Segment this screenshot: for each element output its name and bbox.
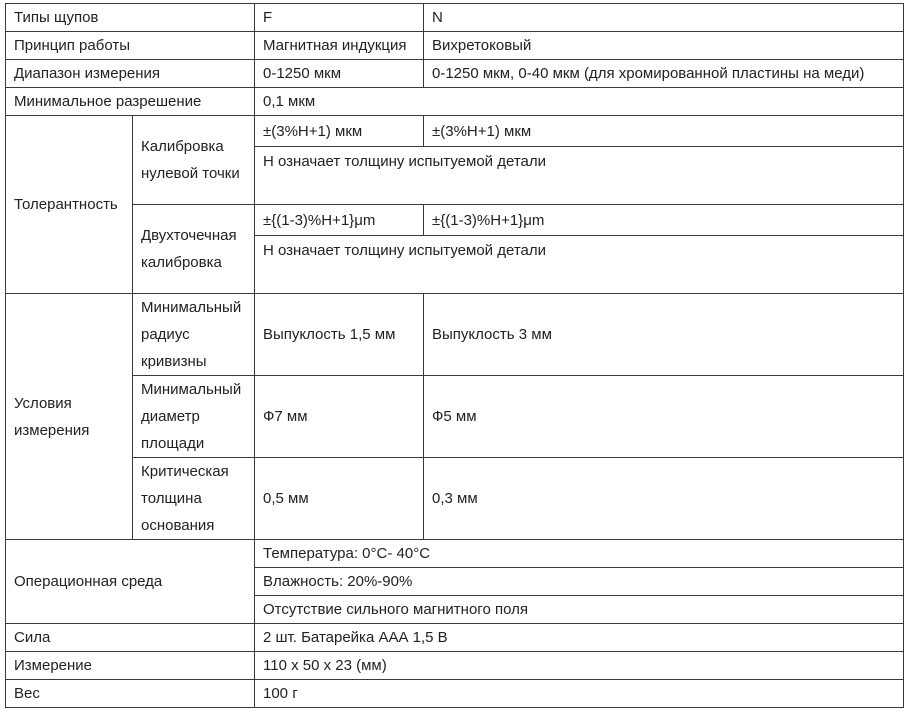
range-f: 0-1250 мкм bbox=[255, 60, 424, 88]
min-radius-label: Минимальный радиус кривизны bbox=[133, 294, 255, 376]
zero-calibration-label: Калибровка нулевой точки bbox=[133, 116, 255, 205]
specifications-table bbox=[5, 3, 904, 708]
min-radius-f: Выпуклость 1,5 мм bbox=[255, 294, 424, 376]
table-row bbox=[6, 205, 904, 236]
principle-label: Принцип работы bbox=[6, 32, 255, 60]
environment-humidity: Влажность: 20%-90% bbox=[255, 568, 904, 596]
range-label: Диапазон измерения bbox=[6, 60, 255, 88]
two-point-calibration-n: ±{(1-3)%H+1}μm bbox=[424, 205, 904, 236]
table-row bbox=[6, 376, 904, 458]
table-row bbox=[6, 116, 904, 147]
min-diameter-n: Ф5 мм bbox=[424, 376, 904, 458]
table-row bbox=[6, 680, 904, 708]
min-diameter-f: Ф7 мм bbox=[255, 376, 424, 458]
probe-type-f: F bbox=[255, 4, 424, 32]
dimensions-value: 110 х 50 х 23 (мм) bbox=[255, 652, 904, 680]
dimensions-label: Измерение bbox=[6, 652, 255, 680]
power-label: Сила bbox=[6, 624, 255, 652]
probe-type-n: N bbox=[424, 4, 904, 32]
zero-calibration-n: ±(3%H+1) мкм bbox=[424, 116, 904, 147]
min-diameter-label: Минимальный диаметр площади bbox=[133, 376, 255, 458]
power-value: 2 шт. Батарейка ААА 1,5 В bbox=[255, 624, 904, 652]
zero-calibration-f: ±(3%H+1) мкм bbox=[255, 116, 424, 147]
environment-magnetic: Отсутствие сильного магнитного поля bbox=[255, 596, 904, 624]
weight-value: 100 г bbox=[255, 680, 904, 708]
table-row bbox=[6, 540, 904, 568]
critical-thickness-label: Критическая толщина основания bbox=[133, 458, 255, 540]
table-row bbox=[6, 4, 904, 32]
two-point-calibration-label: Двухточечная калибровка bbox=[133, 205, 255, 294]
range-n: 0-1250 мкм, 0-40 мкм (для хромированной пластины на меди) bbox=[424, 60, 904, 88]
zero-calibration-note: Н означает толщину испытуемой детали bbox=[255, 147, 904, 205]
min-radius-n: Выпуклость 3 мм bbox=[424, 294, 904, 376]
table-row bbox=[6, 60, 904, 88]
critical-thickness-n: 0,3 мм bbox=[424, 458, 904, 540]
table-row bbox=[6, 32, 904, 60]
weight-label: Вес bbox=[6, 680, 255, 708]
table-row bbox=[6, 624, 904, 652]
two-point-calibration-note: Н означает толщину испытуемой детали bbox=[255, 236, 904, 294]
critical-thickness-f: 0,5 мм bbox=[255, 458, 424, 540]
table-row bbox=[6, 294, 904, 376]
probe-types-label: Типы щупов bbox=[6, 4, 255, 32]
table-row bbox=[6, 458, 904, 540]
two-point-calibration-f: ±{(1-3)%H+1}μm bbox=[255, 205, 424, 236]
resolution-label: Минимальное разрешение bbox=[6, 88, 255, 116]
table-row bbox=[6, 652, 904, 680]
environment-label: Операционная среда bbox=[6, 540, 255, 624]
tolerance-label: Толерантность bbox=[6, 116, 133, 294]
principle-n: Вихретоковый bbox=[424, 32, 904, 60]
table-row bbox=[6, 88, 904, 116]
principle-f: Магнитная индукция bbox=[255, 32, 424, 60]
environment-temperature: Температура: 0°C- 40°C bbox=[255, 540, 904, 568]
conditions-label: Условия измерения bbox=[6, 294, 133, 540]
resolution-value: 0,1 мкм bbox=[255, 88, 904, 116]
